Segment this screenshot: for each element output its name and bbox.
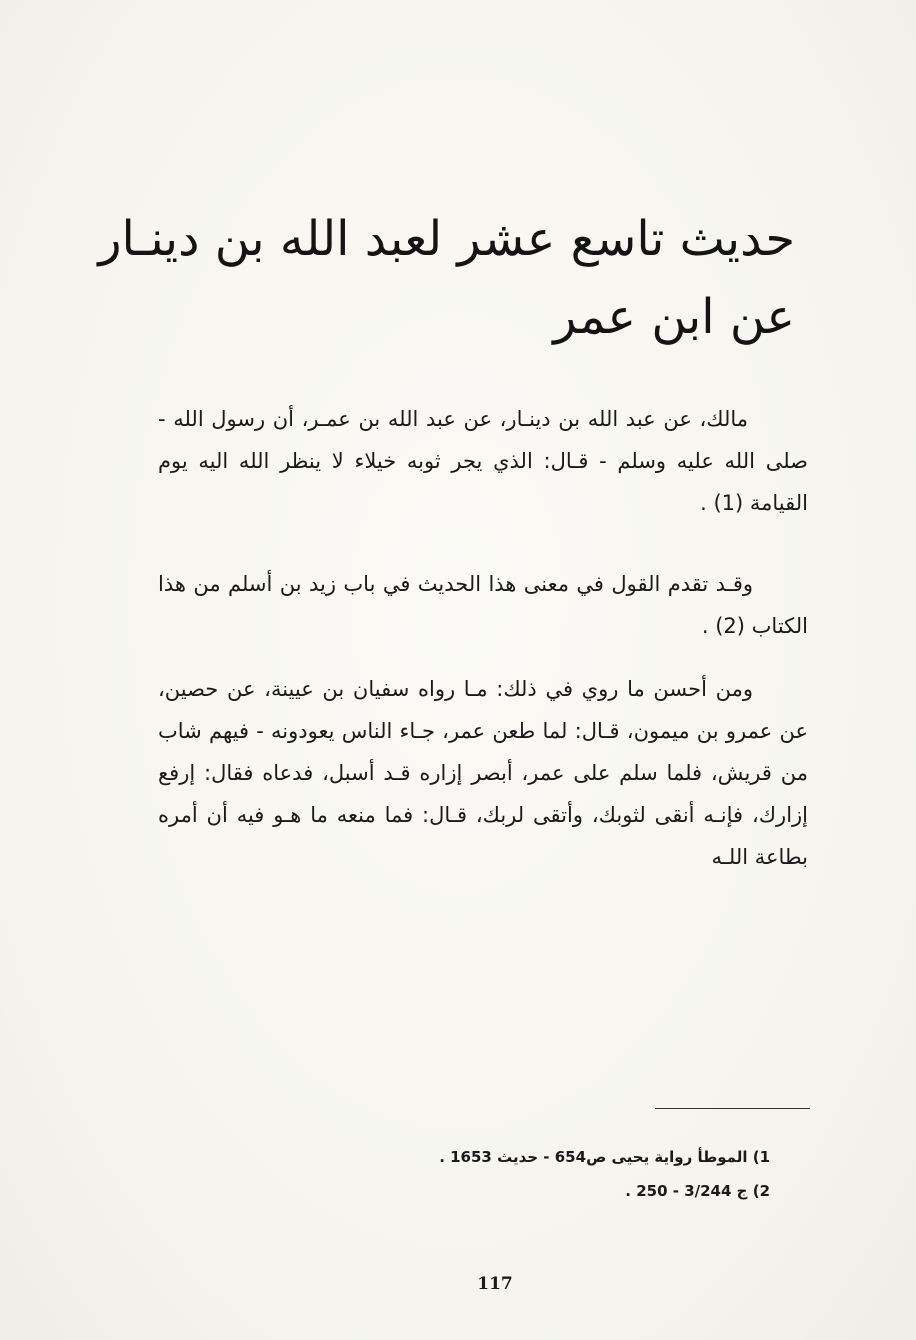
chapter-title-line-1: حديث تاسع عشر لعبد الله بن دينـار (98, 211, 795, 267)
chapter-title (98, 200, 795, 356)
page-number: 117 (477, 1274, 513, 1294)
footnote-1: 1) الموطأ رواية يحيى ص654 - حديث 1653 . (439, 1148, 770, 1166)
chapter-title-line-2: عن ابن عمر (553, 289, 795, 345)
paragraph-1: مالك، عن عبد الله بن دينـار، عن عبد الله بن عمـر، أن رسول الله - صلى الله عليه وسلم - قـال: الذي يجر ثوبه خيلاء لا ينظر الله اليه يوم القيامة (1) . (158, 407, 808, 515)
paragraph-2: وقـد تقدم القول في معنى هذا الحديث في باب زيد بن أسلم من هذا الكتاب (2) . (158, 572, 808, 638)
footnote-2: 2) ج 3/244 - 250 . (625, 1182, 770, 1200)
footnote-separator (655, 1108, 810, 1109)
paragraph-3: ومن أحسن ما روي في ذلك: مـا رواه سفيان بن عيينة، عن حصين، عن عمرو بن ميمون، قـال: لما طعن عمر، جـاء الناس يعودونه - فيهم شاب من قريش، فلما سلم على عمر، أبصر إزاره قـد أسبل، فدعاه فقال: إرفع إزارك، فإنـه أنقى لثوبك، وأتقى لربك، قـال: فما منعه ما هـو فيه أن أمره بطاعة اللـه (158, 677, 808, 869)
footnotes (300, 1140, 770, 1208)
